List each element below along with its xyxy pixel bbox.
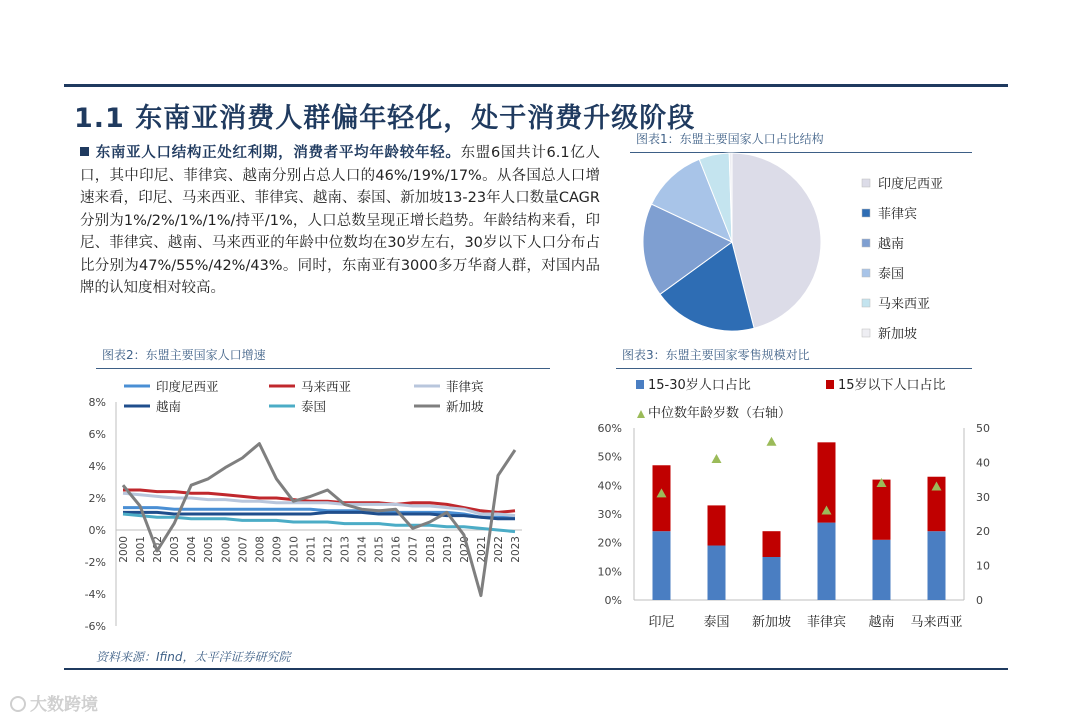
bar-15-30-3 — [818, 523, 836, 600]
line-legend-label-2: 菲律宾 — [446, 379, 484, 394]
bar-under15-1 — [708, 505, 726, 545]
bar-y2tick-3: 20 — [976, 525, 990, 539]
pie-legend-label-3: 泰国 — [878, 267, 905, 282]
line-xtick-1: 2001 — [135, 536, 148, 563]
pie-legend-swatch-3 — [862, 269, 870, 277]
line-xtick-7: 2007 — [237, 536, 250, 563]
bar-legend-label-1: 15岁以下人口占比 — [838, 378, 946, 393]
watermark-text: 大数跨境 — [30, 695, 98, 715]
summary-lead: 东南亚人口结构正处红利期，消费者平均年龄较年轻。 — [95, 145, 461, 161]
line-xtick-19: 2019 — [441, 536, 454, 563]
pie-legend-label-5: 新加坡 — [878, 327, 918, 340]
bar-legend-swatch-0 — [636, 380, 644, 389]
line-xtick-3: 2003 — [169, 536, 182, 563]
line-xtick-18: 2018 — [424, 536, 437, 563]
bar-15-30-5 — [928, 531, 946, 600]
pie-legend-label-1: 菲律宾 — [878, 207, 918, 222]
fig2-caption-rule — [96, 368, 550, 369]
median-age-marker-2 — [767, 437, 777, 446]
line-xtick-22: 2022 — [492, 536, 505, 563]
line-ytick-6: -4% — [84, 588, 106, 601]
line-xtick-17: 2017 — [407, 536, 420, 563]
bar-15-30-1 — [708, 546, 726, 600]
population-share-pie-chart — [630, 150, 980, 340]
bar-ytick-0: 60% — [597, 422, 622, 435]
bar-ytick-3: 30% — [597, 508, 622, 521]
bar-legend-marker-2 — [637, 410, 645, 418]
bar-category-label-1: 泰国 — [703, 615, 730, 630]
line-series-5 — [123, 444, 515, 596]
bar-y2tick-2: 30 — [976, 490, 990, 504]
line-xtick-12: 2012 — [322, 536, 335, 563]
bar-y2tick-1: 40 — [976, 456, 990, 470]
line-ytick-0: 8% — [88, 396, 106, 409]
line-xtick-15: 2015 — [373, 536, 386, 563]
pie-legend-swatch-1 — [862, 209, 870, 217]
bar-legend-label-0: 15-30岁人口占比 — [648, 378, 751, 393]
line-ytick-7: -6% — [84, 620, 106, 633]
bar-ytick-6: 0% — [604, 594, 622, 607]
line-xtick-11: 2011 — [305, 536, 318, 563]
line-ytick-3: 2% — [88, 492, 106, 505]
line-xtick-4: 2004 — [186, 536, 199, 563]
line-xtick-6: 2006 — [220, 536, 233, 563]
line-ytick-1: 6% — [88, 428, 106, 441]
bar-y2tick-5: 0 — [976, 594, 983, 607]
watermark — [10, 690, 98, 715]
line-legend-label-1: 马来西亚 — [301, 379, 352, 394]
line-xtick-21: 2021 — [475, 536, 488, 563]
line-xtick-20: 2020 — [458, 536, 471, 563]
bar-ytick-1: 50% — [597, 450, 622, 464]
pie-legend-label-4: 马来西亚 — [878, 297, 931, 312]
median-age-marker-1 — [712, 454, 722, 463]
bullet-square-icon — [80, 147, 89, 156]
summary-body: 东盟6国共计6.1亿人口，其中印尼、菲律宾、越南分别占总人口的46%/19%/17%。从各国总人口增速来看，印尼、马来西亚、菲律宾、越南、泰国、新加坡13-23年人口数量CAGR分别为1%/2%/1%/1%/持平/1%，人口总数呈现正增长趋势。年龄结构来看，印尼、菲律宾、越南、马来西亚的年龄中位数均在30岁左右，30岁以下人口分布占比分别为47%/55%/42%/43%。同时，东南亚有3000多万华裔人群，对国内品牌的认知度相对较高。 — [80, 145, 600, 296]
bar-under15-4 — [873, 480, 891, 540]
pie-legend-swatch-4 — [862, 299, 870, 307]
watermark-logo-icon — [10, 696, 26, 712]
fig3-caption-rule — [616, 368, 972, 369]
bar-ytick-5: 10% — [597, 565, 622, 579]
summary-paragraph — [80, 142, 600, 300]
line-xtick-16: 2016 — [390, 536, 403, 563]
line-xtick-14: 2014 — [356, 536, 369, 563]
pie-legend-swatch-5 — [862, 329, 870, 337]
line-xtick-10: 2010 — [288, 536, 301, 563]
bar-legend-swatch-1 — [826, 380, 834, 389]
bar-15-30-4 — [873, 540, 891, 600]
pie-legend-label-2: 越南 — [878, 237, 905, 252]
age-structure-bar-chart — [590, 374, 990, 636]
bar-ytick-4: 20% — [597, 536, 622, 550]
page-title: 1.1 东南亚消费人群偏年轻化，处于消费升级阶段 — [74, 103, 696, 134]
source-note: 资料来源：Ifind，太平洋证券研究院 — [96, 650, 291, 664]
line-xtick-0: 2000 — [118, 536, 130, 563]
bar-under15-2 — [763, 531, 781, 557]
line-xtick-8: 2008 — [254, 536, 267, 563]
line-xtick-13: 2013 — [339, 536, 352, 563]
bar-ytick-2: 40% — [597, 479, 622, 493]
fig3-caption: 图表3：东盟主要国家零售规模对比 — [622, 348, 810, 362]
bar-category-label-3: 菲律宾 — [806, 615, 847, 630]
line-legend-label-0: 印度尼西亚 — [156, 379, 219, 394]
line-legend-label-5: 新加坡 — [446, 399, 484, 414]
population-growth-line-chart — [78, 374, 558, 636]
fig1-caption: 图表1：东盟主要国家人口占比结构 — [636, 132, 824, 146]
line-xtick-9: 2009 — [271, 536, 284, 563]
line-xtick-2: 2002 — [152, 536, 165, 563]
bar-category-label-2: 新加坡 — [751, 615, 792, 630]
pie-legend-swatch-0 — [862, 179, 870, 187]
top-rule — [64, 84, 1008, 87]
line-legend-label-3: 越南 — [156, 399, 182, 414]
line-ytick-2: 4% — [88, 460, 106, 473]
line-ytick-5: -2% — [84, 556, 106, 569]
bar-y2tick-4: 10 — [976, 559, 990, 573]
fig2-caption: 图表2：东盟主要国家人口增速 — [102, 348, 266, 362]
bar-y2tick-0: 50 — [976, 422, 990, 435]
bottom-rule — [64, 668, 1008, 670]
line-ytick-4: 0% — [88, 524, 106, 537]
bar-category-label-4: 越南 — [868, 615, 895, 630]
pie-legend-label-0: 印度尼西亚 — [878, 177, 944, 192]
line-xtick-23: 2023 — [510, 536, 522, 563]
bar-15-30-0 — [653, 531, 671, 600]
bar-category-label-5: 马来西亚 — [910, 615, 963, 630]
bar-legend-label-2: 中位数年龄岁数（右轴） — [648, 406, 792, 421]
bar-under15-0 — [653, 465, 671, 531]
bar-15-30-2 — [763, 557, 781, 600]
pie-legend-swatch-2 — [862, 239, 870, 247]
line-xtick-5: 2005 — [203, 536, 216, 563]
bar-category-label-0: 印尼 — [648, 615, 675, 630]
line-legend-label-4: 泰国 — [301, 399, 327, 414]
